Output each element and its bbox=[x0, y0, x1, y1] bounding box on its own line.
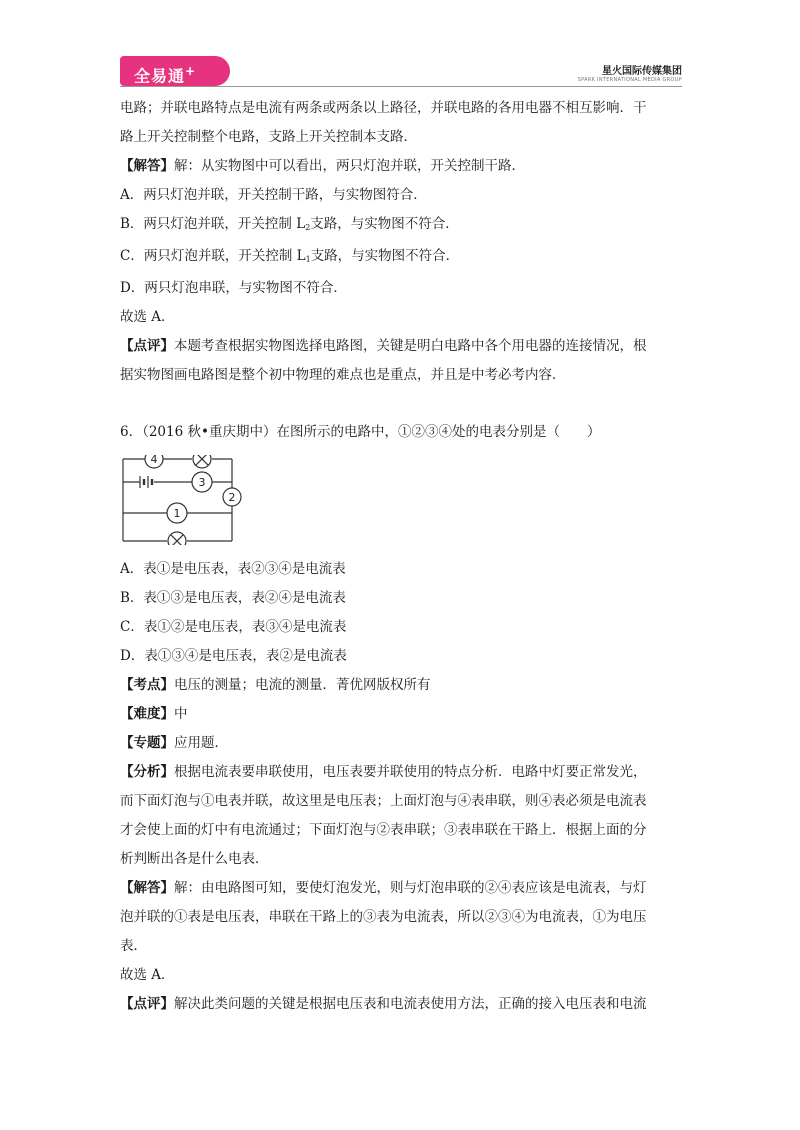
q5-option-b-pre: B．两只灯泡并联，开关控制 L bbox=[120, 216, 306, 232]
q6-jieda-tag: 【解答】 bbox=[120, 880, 174, 896]
q6-zhuanti-tag: 【专题】 bbox=[120, 735, 174, 751]
q5-analysis-line2: 路上开关控制整个电路，支路上开关控制本支路． bbox=[120, 129, 417, 145]
q5-answer-tag: 【解答】 bbox=[120, 158, 174, 174]
q6-jieda-text1: 解：由电路图可知，要使灯泡发光，则与灯泡串联的②④表应该是电流表，与灯 bbox=[174, 880, 647, 896]
q6-nandu-tag: 【难度】 bbox=[120, 706, 174, 722]
brand-english-name: SPARK INTERNATIONAL MEDIA GROUP bbox=[577, 77, 682, 83]
meter-4-label: 4 bbox=[150, 455, 158, 466]
meter-2-label: 2 bbox=[228, 491, 236, 504]
q6-option-a: A．表①是电压表，表②③④是电流表 bbox=[120, 561, 346, 577]
q5-analysis-line1: 电路；并联电路特点是电流有两条或两条以上路径，并联电路的各用电器不相互影响．干 bbox=[120, 100, 647, 116]
q5-option-b-sub: 2 bbox=[305, 223, 311, 232]
page-header bbox=[0, 0, 800, 90]
q5-answer-text: 解：从实物图中可以看出，两只灯泡并联，开关控制干路． bbox=[174, 158, 525, 174]
q6-zhuanti-text: 应用题． bbox=[174, 735, 228, 751]
q6-dianping-tag: 【点评】 bbox=[120, 996, 174, 1012]
lamp-bottom bbox=[168, 532, 186, 545]
q5-answer bbox=[120, 152, 682, 181]
q6-stem: 6．（2016 秋•重庆期中）在图所示的电路中，①②③④处的电表分别是（ ） bbox=[120, 424, 601, 440]
q6-jieda-line1 bbox=[120, 874, 682, 903]
q6-dianping-line1 bbox=[120, 990, 682, 1019]
q6-jieda-line2: 泡并联的①表是电压表，串联在干路上的③表为电流表，所以②③④为电流表，①为电压 bbox=[120, 909, 647, 925]
q6-option-d: D．表①③④是电压表，表②是电流表 bbox=[120, 648, 347, 664]
lamp-top bbox=[193, 455, 211, 468]
q6-jieda-line3: 表． bbox=[120, 938, 147, 954]
meter-3-label: 3 bbox=[198, 476, 206, 489]
q6-kaodian-text: 电压的测量；电流的测量．菁优网版权所有 bbox=[174, 677, 431, 693]
q5-comment-line2: 据实物图画电路图是整个初中物理的难点也是重点，并且是中考必考内容． bbox=[120, 367, 566, 383]
q5-option-c-pre: C．两只灯泡并联，开关控制 L bbox=[120, 248, 306, 264]
q6-fenxi-line3: 才会使上面的灯中有电流通过；下面灯泡与②表串联；③表串联在干路上．根据上面的分 bbox=[120, 822, 647, 838]
q5-option-d: D．两只灯泡串联，与实物图不符合． bbox=[120, 280, 347, 296]
q6-nandu bbox=[120, 700, 682, 729]
q6-option-b: B．表①③是电压表，表②④是电流表 bbox=[120, 590, 346, 606]
meter-1-label: 1 bbox=[173, 507, 181, 520]
header-divider bbox=[120, 86, 682, 87]
q6-kaodian-tag: 【考点】 bbox=[120, 677, 174, 693]
q6-fenxi-text1: 根据电流表要串联使用，电压表要并联使用的特点分析．电路中灯要正常发光， bbox=[174, 764, 647, 780]
q6-nandu-text: 中 bbox=[174, 706, 188, 722]
q6-kaodian bbox=[120, 671, 682, 700]
q5-comment-text1: 本题考查根据实物图选择电路图，关键是明白电路中各个用电器的连接情况，根 bbox=[174, 338, 647, 354]
circuit-diagram bbox=[120, 455, 245, 545]
q5-option-b-post: 支路，与实物图不符合． bbox=[310, 216, 459, 232]
q6-fenxi-line4: 析判断出各是什么电表． bbox=[120, 851, 269, 867]
q6-choice: 故选 A． bbox=[120, 967, 175, 983]
q5-option-c-post: 支路，与实物图不符合． bbox=[310, 248, 460, 264]
q5-option-a: A．两只灯泡并联，开关控制干路，与实物图符合． bbox=[120, 187, 427, 203]
document-body bbox=[120, 94, 682, 1019]
q5-option-b bbox=[120, 210, 682, 242]
q6-fenxi-tag: 【分析】 bbox=[120, 764, 174, 780]
logo-plus: + bbox=[185, 64, 197, 78]
q5-comment-tag: 【点评】 bbox=[120, 338, 174, 354]
q5-option-c bbox=[120, 242, 682, 274]
q6-fenxi-line1 bbox=[120, 758, 682, 787]
q5-option-c-sub: 1 bbox=[305, 255, 311, 264]
brand-logo bbox=[120, 56, 230, 86]
q6-option-c: C．表①②是电压表，表③④是电流表 bbox=[120, 619, 347, 635]
q6-fenxi-line2: 而下面灯泡与①电表并联，故这里是电压表；上面灯泡与④表串联，则④表必须是电流表 bbox=[120, 793, 647, 809]
logo-text: 全易通 bbox=[134, 66, 186, 86]
spacer bbox=[120, 390, 682, 418]
q6-zhuanti bbox=[120, 729, 682, 758]
q5-choice: 故选 A． bbox=[120, 309, 175, 325]
q6-dianping-text1: 解决此类问题的关键是根据电压表和电流表使用方法，正确的接入电压表和电流 bbox=[174, 996, 647, 1012]
brand-chinese-name: 星火国际传媒集团 bbox=[602, 66, 682, 77]
q5-comment-line1 bbox=[120, 332, 682, 361]
publisher-brand bbox=[578, 62, 682, 83]
